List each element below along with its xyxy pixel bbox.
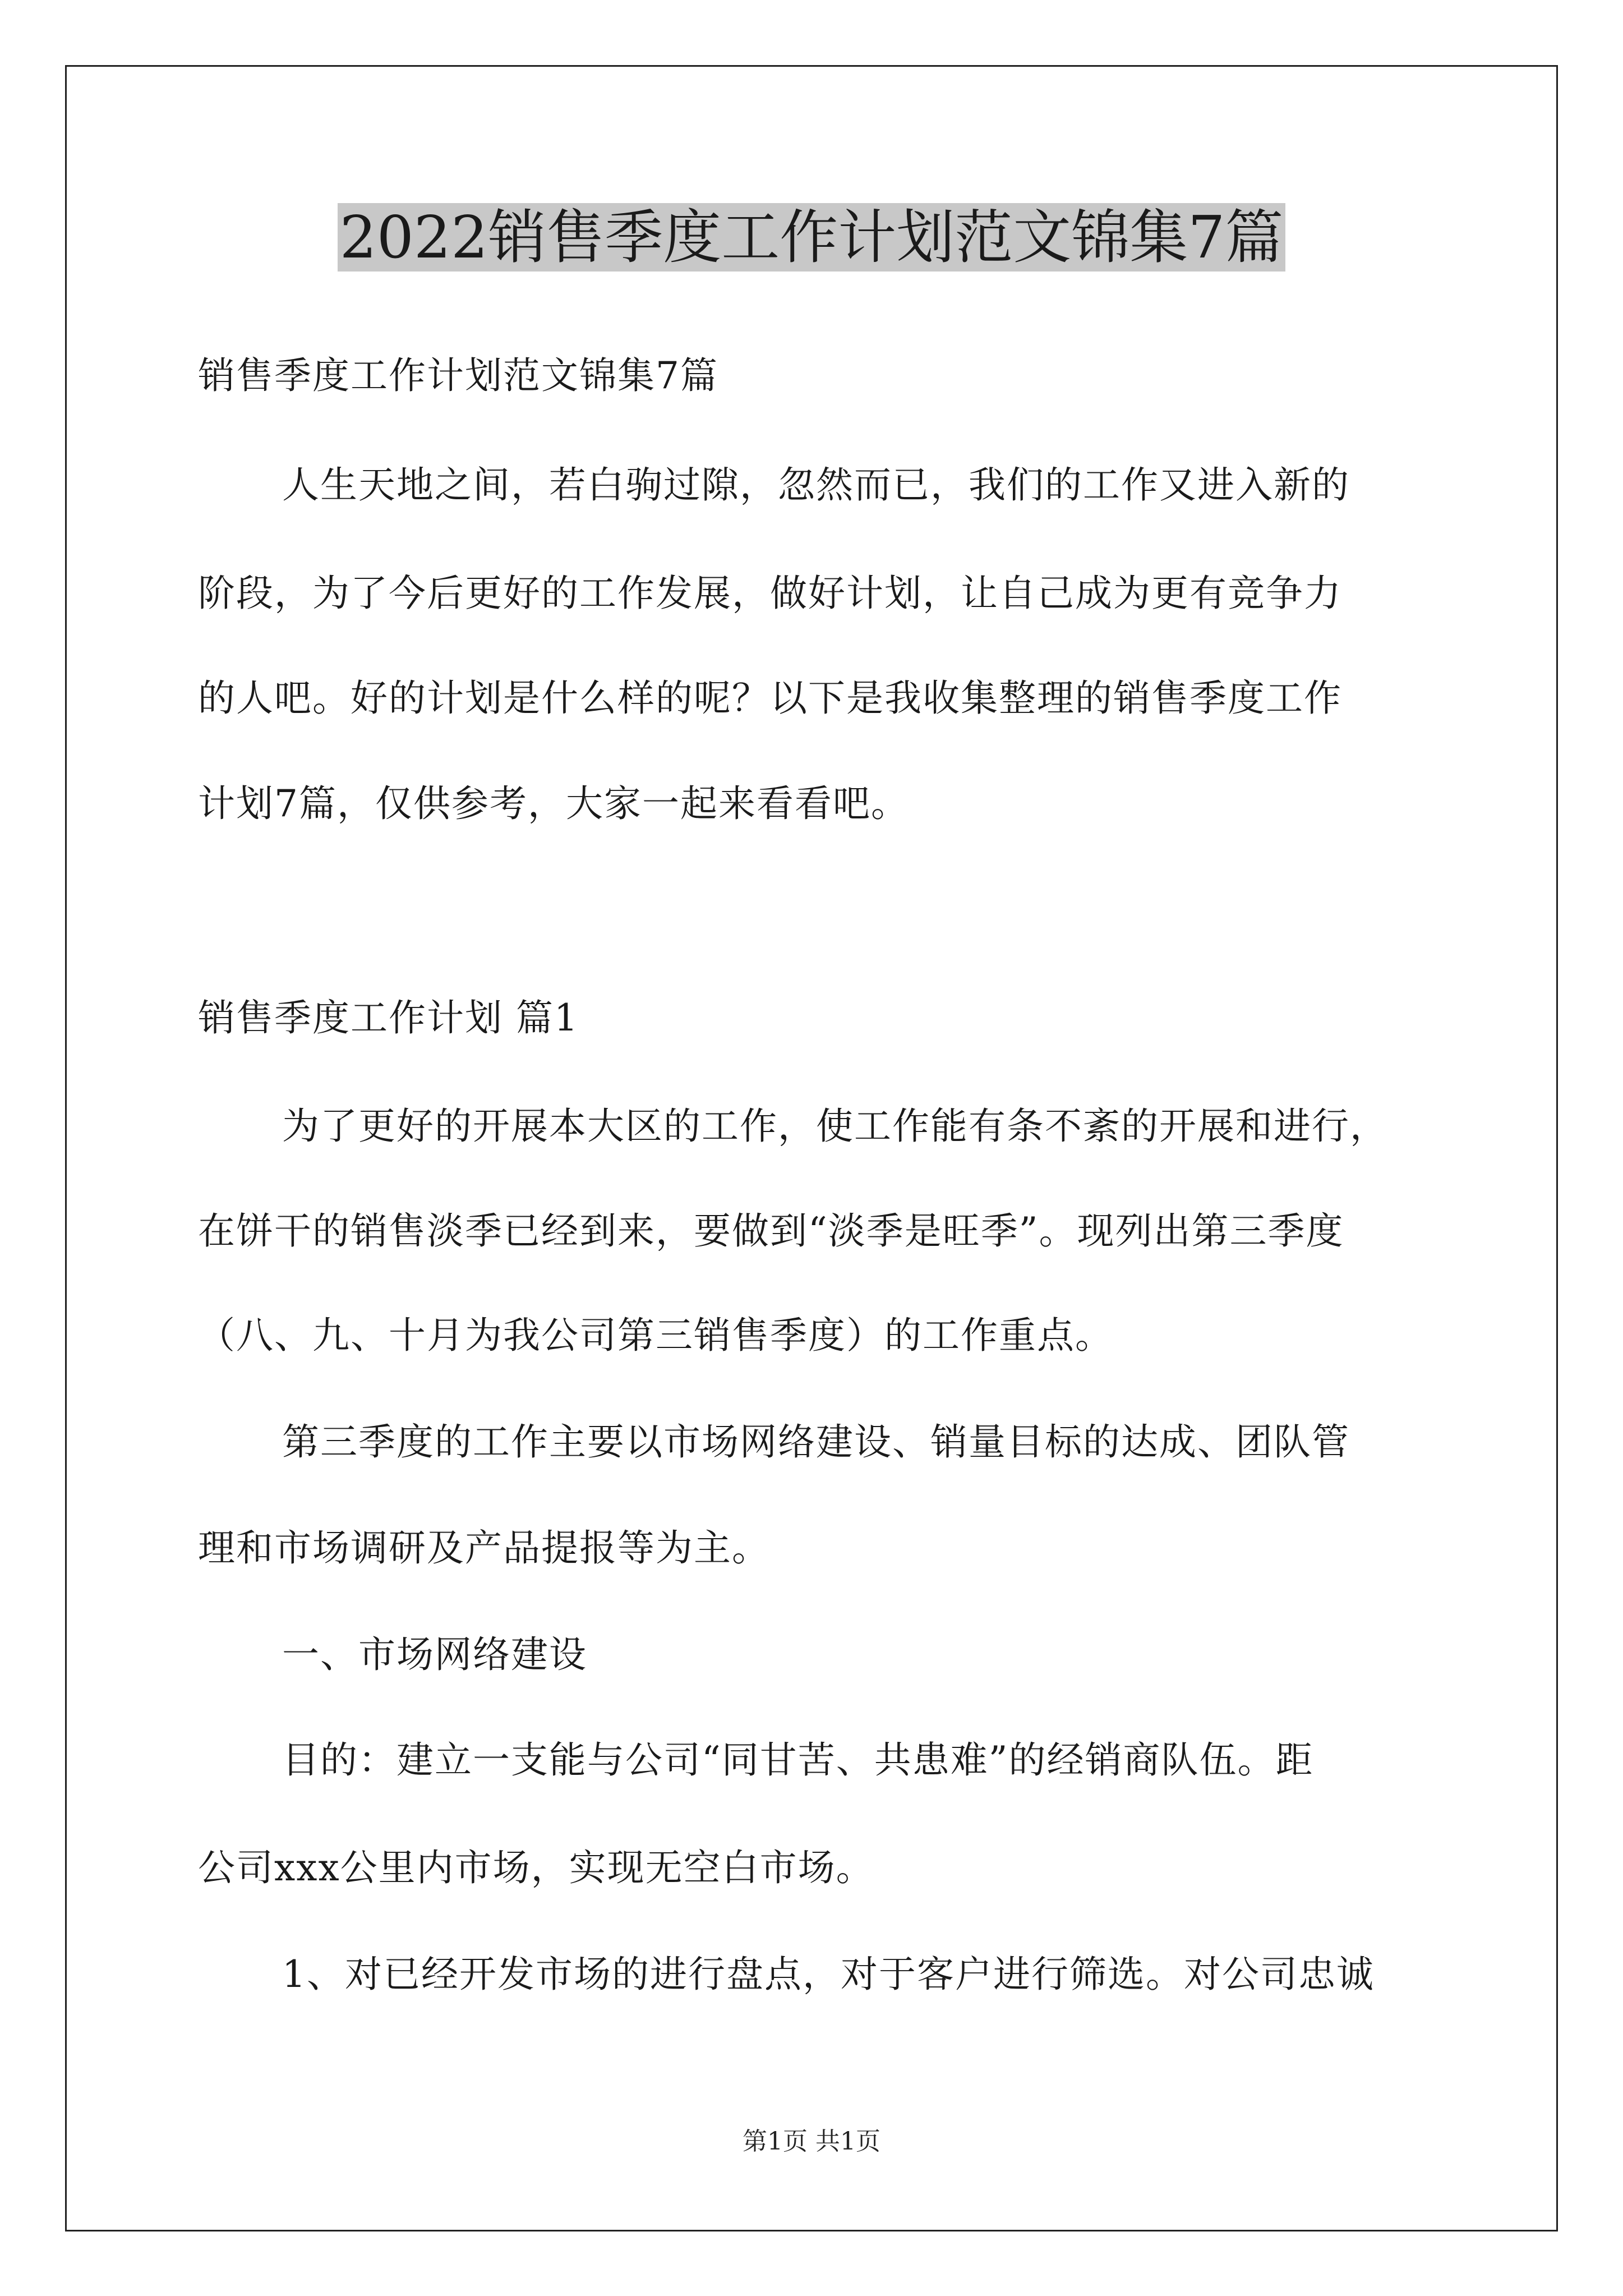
page-footer: 第1页 共1页 <box>743 2127 880 2156</box>
intro-line-4: 计划7篇，仅供参考，大家一起来看看吧。 <box>198 782 909 825</box>
intro-line-1: 人生天地之间，若白驹过隙，忽然而已，我们的工作又进入新的 <box>282 463 1350 507</box>
paragraph-3-line-1: 目的：建立一支能与公司“同甘苦、共患难”的经销商队伍。距 <box>282 1738 1314 1782</box>
paragraph-1-line-3: （八、九、十月为我公司第三销售季度）的工作重点。 <box>198 1314 1113 1357</box>
paragraph-1-line-2: 在饼干的销售淡季已经到来，要做到“淡季是旺季”。现列出第三季度 <box>198 1209 1344 1253</box>
paragraph-2-line-2: 理和市场调研及产品提报等为主。 <box>198 1526 770 1570</box>
document-title <box>0 201 1623 274</box>
section-heading: 销售季度工作计划 篇1 <box>198 996 579 1039</box>
paragraph-4-line-1: 1、对已经开发市场的进行盘点，对于客户进行筛选。对公司忠诚 <box>282 1953 1375 1996</box>
paragraph-3-line-2: 公司xxx公里内市场，实现无空白市场。 <box>198 1846 874 1889</box>
subtitle: 销售季度工作计划范文锦集7篇 <box>198 354 718 397</box>
document-title-text: 2022销售季度工作计划范文锦集7篇 <box>338 203 1286 272</box>
paragraph-1-line-1: 为了更好的开展本大区的工作，使工作能有条不紊的开展和进行， <box>282 1105 1388 1148</box>
intro-line-3: 的人吧。好的计划是什么样的呢？以下是我收集整理的销售季度工作 <box>198 677 1342 720</box>
paragraph-2-line-1: 第三季度的工作主要以市场网络建设、销量目标的达成、团队管 <box>282 1420 1350 1464</box>
subheading-market-network: 一、市场网络建设 <box>282 1633 587 1676</box>
intro-line-2: 阶段，为了今后更好的工作发展，做好计划，让自己成为更有竞争力 <box>198 572 1342 615</box>
